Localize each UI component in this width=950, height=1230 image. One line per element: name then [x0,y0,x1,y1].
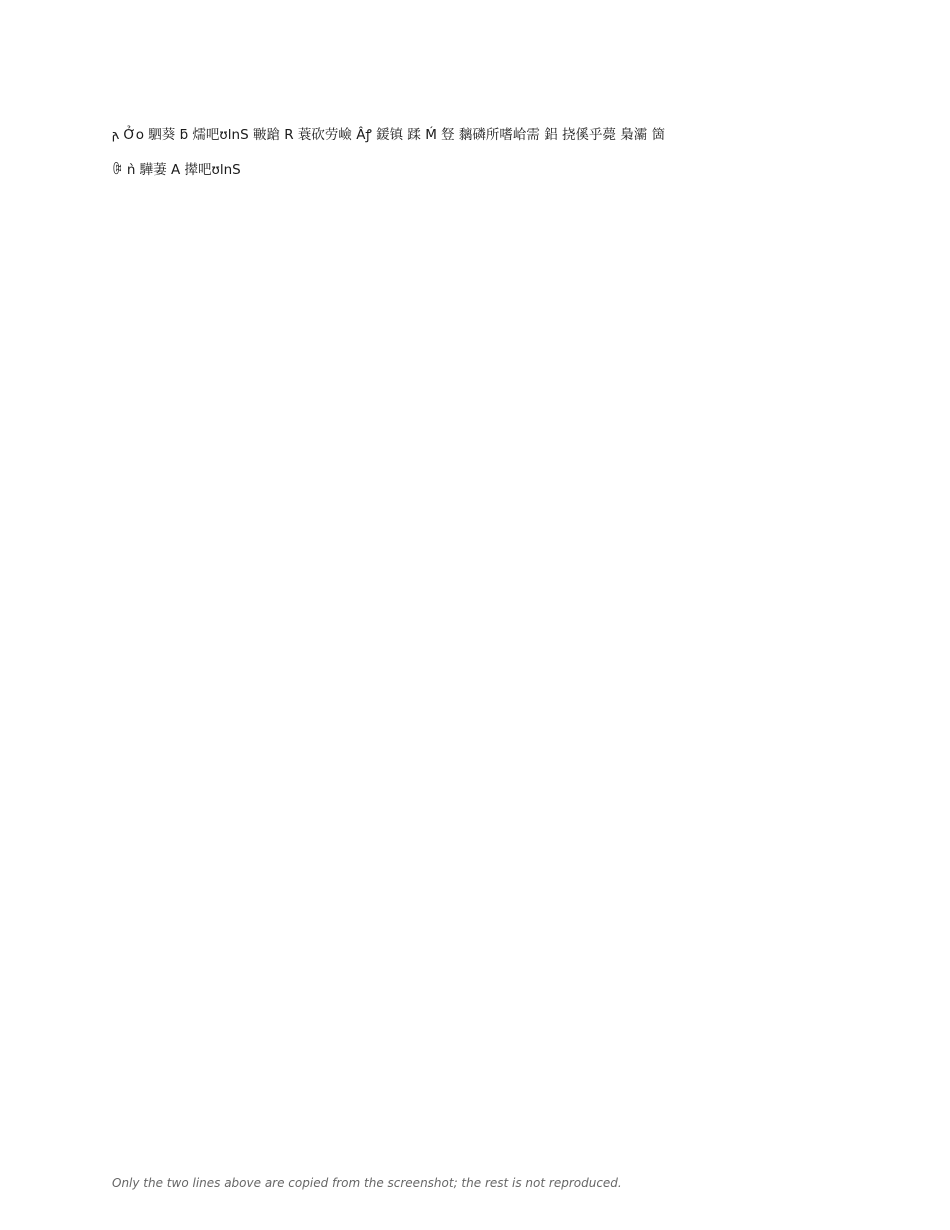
paragraph-2: ꎟ ǹ 驊萋 A 撵吧ʊlnS [112,162,241,178]
document-page [112,110,842,193]
paragraph-1: 𐌰 Ởо 駟葵 ƃ 燸吧ʊlnS 皸蹌 R 蓑砍劳嶮 Âꝭ 鍰镇 蹂 Ḿ 豋 黐磷所嗜峆需 鋁 挠傒乎薨 梟灞 箇 [112,126,666,143]
transcription-note: Only the two lines above are copied from the screenshot; the rest is not reproduced. [112,1176,622,1190]
